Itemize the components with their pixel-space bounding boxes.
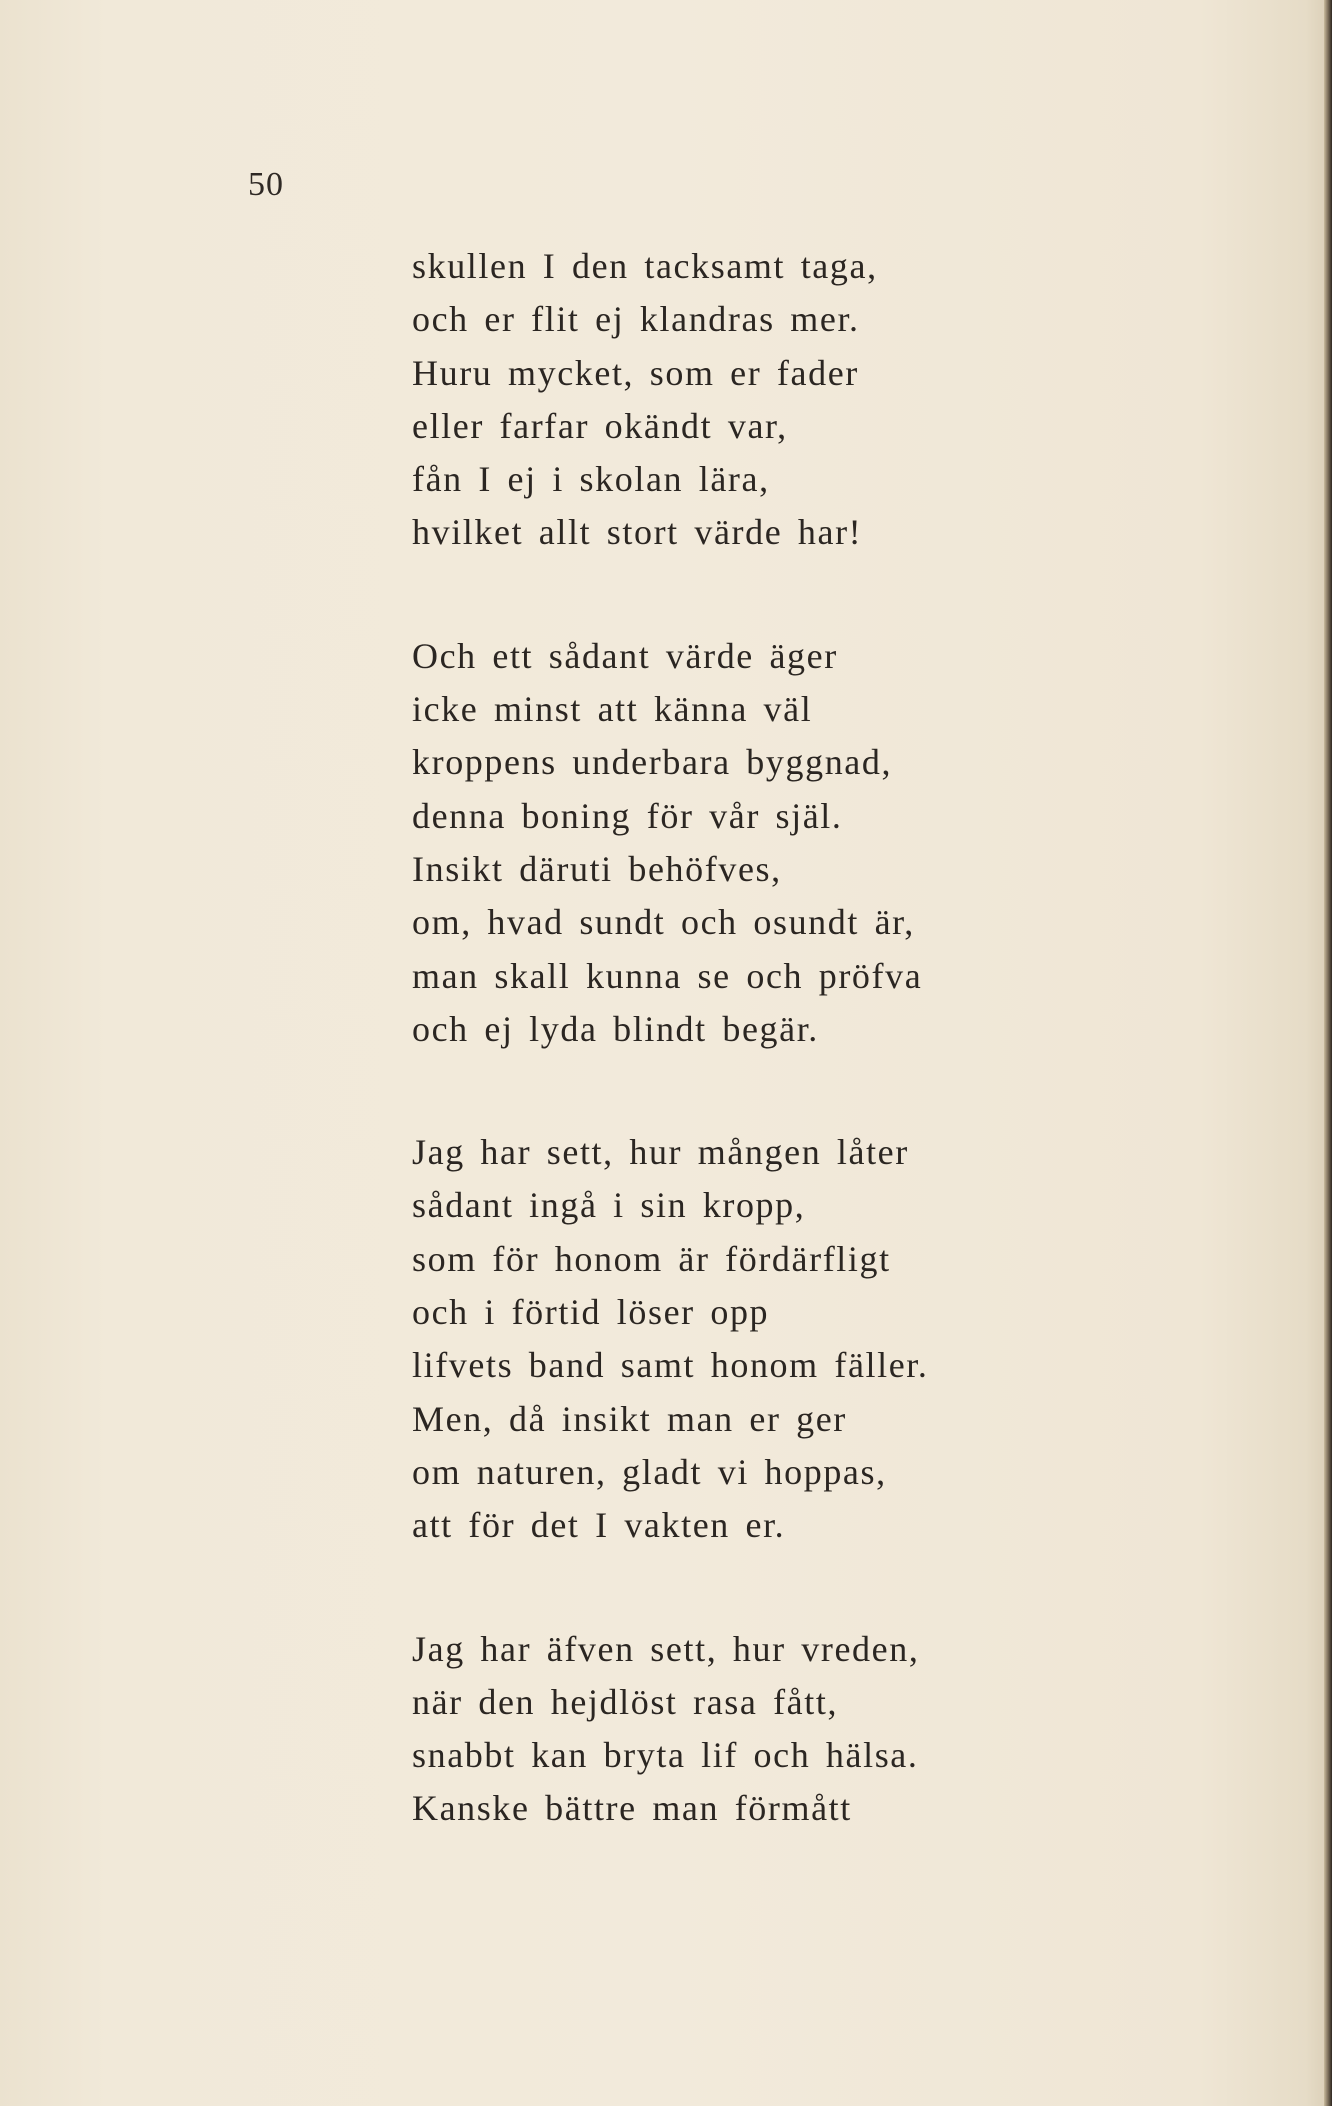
stanza-1 bbox=[412, 240, 1052, 560]
poem-line: och er flit ej klandras mer. bbox=[412, 299, 860, 340]
poem-line: man skall kunna se och pröfva bbox=[412, 955, 923, 996]
poem-line: sådant ingå i sin kropp, bbox=[412, 1185, 806, 1226]
stanza-3 bbox=[412, 1126, 1052, 1552]
poem-line: Men, då insikt man er ger bbox=[412, 1398, 847, 1439]
poem-line: som för honom är fördärfligt bbox=[412, 1238, 891, 1279]
page-number: 50 bbox=[248, 166, 284, 203]
poem bbox=[412, 240, 1052, 1906]
poem-line: icke minst att känna väl bbox=[412, 689, 813, 730]
poem-line: eller farfar okändt var, bbox=[412, 405, 788, 446]
poem-line: Jag har sett, hur mången låter bbox=[412, 1132, 909, 1173]
poem-line: att för det I vakten er. bbox=[412, 1505, 786, 1546]
poem-line: denna boning för vår själ. bbox=[412, 795, 843, 836]
poem-line: Insikt däruti behöfves, bbox=[412, 848, 782, 889]
poem-line: skullen I den tacksamt taga, bbox=[412, 246, 878, 286]
poem-line: lifvets band samt honom fäller. bbox=[412, 1345, 929, 1386]
poem-line: Jag har äfven sett, hur vreden, bbox=[412, 1628, 920, 1669]
poem-line: fån I ej i skolan lära, bbox=[412, 459, 770, 500]
poem-line: Och ett sådant värde äger bbox=[412, 635, 838, 676]
poem-line: hvilket allt stort värde har! bbox=[412, 512, 863, 553]
stanza-4 bbox=[412, 1623, 1052, 1836]
stanza-2 bbox=[412, 630, 1052, 1056]
poem-line: när den hejdlöst rasa fått, bbox=[412, 1681, 839, 1722]
poem-line: och i förtid löser opp bbox=[412, 1292, 770, 1333]
page-edge bbox=[1324, 0, 1332, 2106]
poem-line: och ej lyda blindt begär. bbox=[412, 1008, 819, 1049]
poem-line: snabbt kan bryta lif och hälsa. bbox=[412, 1735, 919, 1776]
poem-line: Huru mycket, som er fader bbox=[412, 352, 859, 393]
poem-line: om, hvad sundt och osundt är, bbox=[412, 902, 915, 943]
poem-line: kroppens underbara byggnad, bbox=[412, 742, 893, 783]
poem-line: Kanske bättre man förmått bbox=[412, 1788, 852, 1829]
poem-line: om naturen, gladt vi hoppas, bbox=[412, 1451, 887, 1492]
